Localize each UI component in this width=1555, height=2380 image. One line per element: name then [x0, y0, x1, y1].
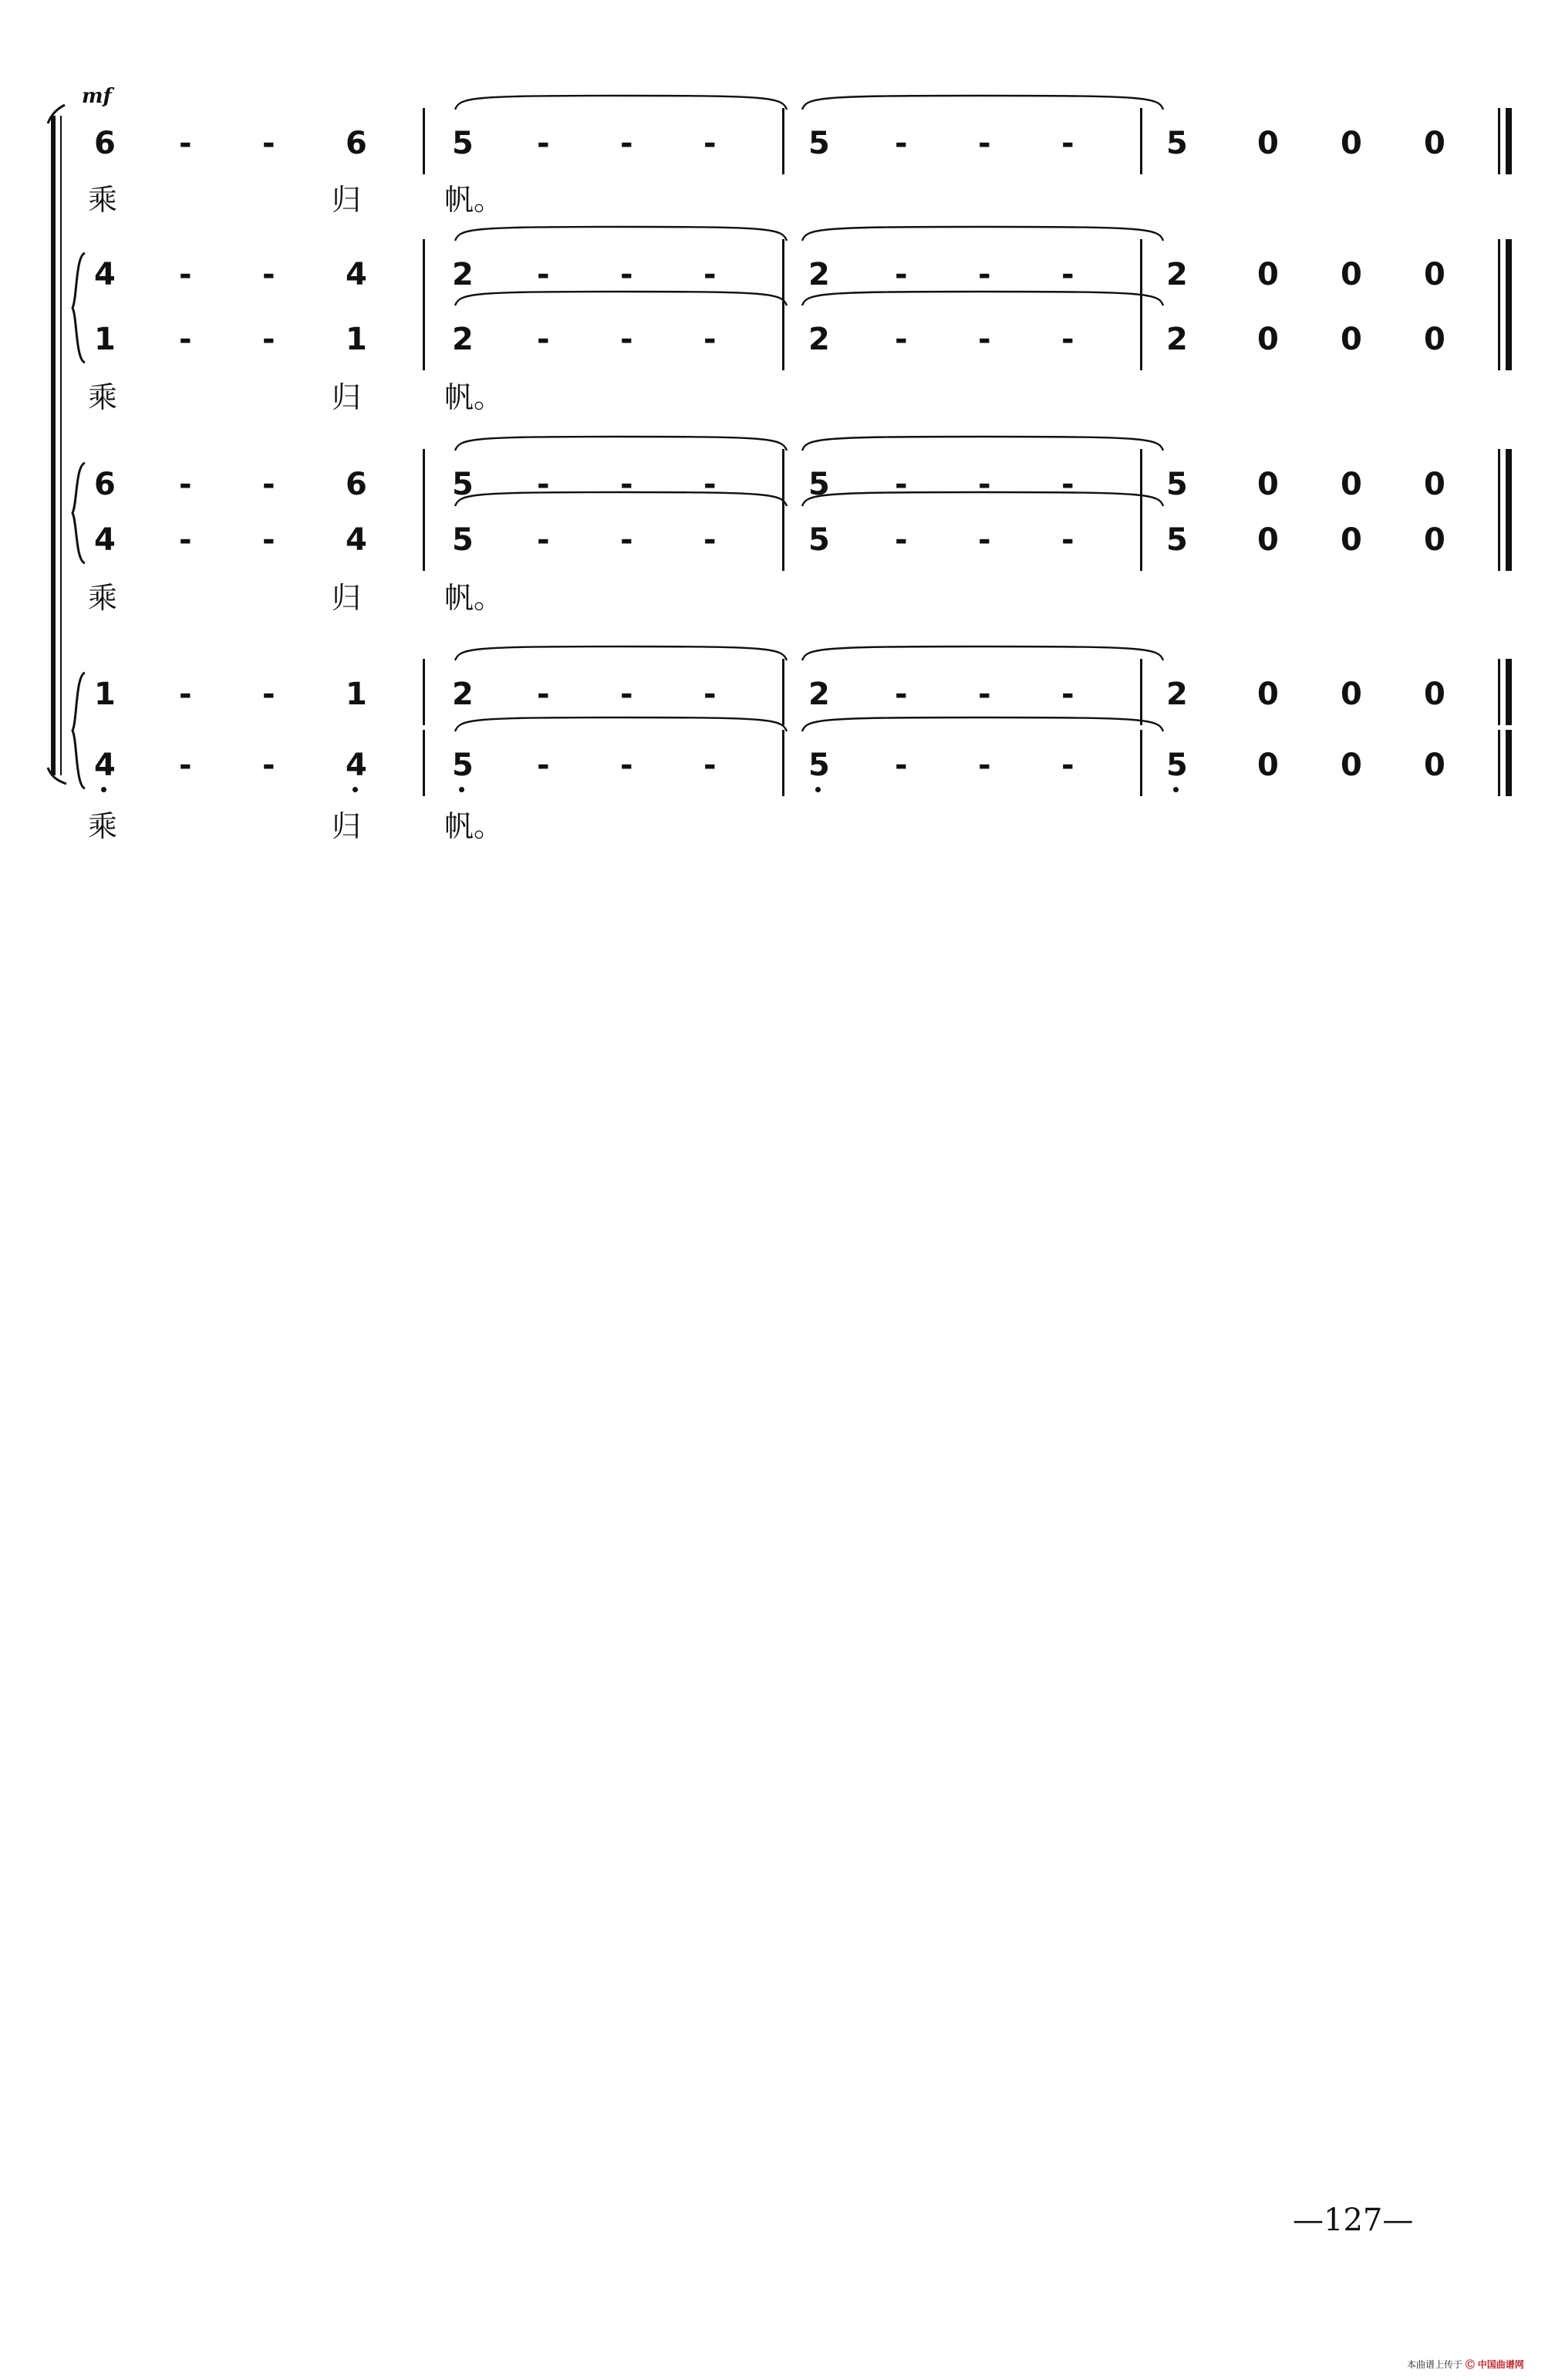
- duration-dash: -: [537, 467, 550, 502]
- note: 2: [1166, 322, 1188, 357]
- rest: 0: [1341, 522, 1362, 558]
- note: 2: [808, 257, 830, 292]
- duration-dash: -: [620, 748, 633, 783]
- note: 6: [94, 126, 116, 161]
- final-barline-icon: [1506, 304, 1512, 370]
- duration-dash: -: [1061, 126, 1074, 161]
- note: 5: [1166, 126, 1188, 161]
- barline: [1140, 730, 1142, 796]
- lower-octave-dot-icon: [1173, 787, 1179, 792]
- rest: 0: [1341, 322, 1362, 357]
- barline: [782, 730, 784, 796]
- duration-dash: -: [620, 257, 633, 292]
- rest: 0: [1257, 748, 1279, 783]
- duration-dash: -: [537, 257, 550, 292]
- lyric-word: 归: [332, 581, 362, 615]
- page-number: —127—: [1293, 2203, 1414, 2238]
- note: 2: [452, 677, 474, 712]
- barline: [423, 108, 425, 174]
- note: 6: [346, 467, 367, 502]
- barline: [1140, 108, 1142, 174]
- duration-dash: -: [262, 257, 275, 292]
- duration-dash: -: [537, 522, 550, 558]
- rest: 0: [1424, 467, 1445, 502]
- duration-dash: -: [978, 748, 991, 783]
- lower-octave-dot-icon: [101, 787, 106, 792]
- ties-layer: [455, 96, 1163, 731]
- duration-dash: -: [703, 126, 717, 161]
- duration-dash: -: [895, 467, 908, 502]
- note: 2: [1166, 257, 1188, 292]
- tie-slur-icon: [455, 437, 787, 451]
- rest: 0: [1341, 677, 1362, 712]
- footer-credit: [1407, 2360, 1524, 2369]
- note: 5: [1166, 522, 1188, 558]
- note: 5: [808, 522, 830, 558]
- note: 2: [1166, 677, 1188, 712]
- tie-slur-icon: [455, 96, 787, 110]
- rest: 0: [1424, 677, 1445, 712]
- final-barline-icon: [1506, 108, 1512, 174]
- duration-dash: -: [703, 522, 717, 558]
- note: 4: [94, 522, 116, 558]
- duration-dash: -: [1061, 677, 1074, 712]
- lyric-word: 归: [332, 809, 362, 843]
- barline: [423, 730, 425, 796]
- rest: 0: [1341, 126, 1362, 161]
- note: 5: [808, 467, 830, 502]
- note: 5: [452, 748, 474, 783]
- lyric-word: 乘: [88, 380, 118, 414]
- rest: 0: [1257, 677, 1279, 712]
- duration-dash: -: [179, 677, 192, 712]
- tie-slur-icon: [802, 292, 1163, 306]
- note: 5: [452, 522, 474, 558]
- lower-octave-dot-icon: [352, 787, 358, 792]
- lyric-word: 乘: [88, 183, 118, 217]
- duration-dash: -: [620, 677, 633, 712]
- duration-dash: -: [978, 322, 991, 357]
- final-barline-icon: [1506, 730, 1512, 796]
- note: 2: [808, 677, 830, 712]
- rest: 0: [1341, 257, 1362, 292]
- rest: 0: [1424, 748, 1445, 783]
- duration-dash: -: [1061, 467, 1074, 502]
- duration-dash: -: [179, 257, 192, 292]
- duration-dash: -: [703, 322, 717, 357]
- note: 4: [94, 257, 116, 292]
- barline: [1140, 239, 1142, 306]
- note: 5: [1166, 467, 1188, 502]
- duration-dash: -: [262, 677, 275, 712]
- rest: 0: [1257, 126, 1279, 161]
- barline: [782, 659, 784, 725]
- duration-dash: -: [262, 467, 275, 502]
- duration-dash: -: [1061, 748, 1074, 783]
- rest: 0: [1257, 257, 1279, 292]
- rest: 0: [1424, 522, 1445, 558]
- rest: 0: [1341, 467, 1362, 502]
- curly-brace-icon: [73, 253, 85, 363]
- rest: 0: [1257, 522, 1279, 558]
- tie-slur-icon: [802, 227, 1163, 241]
- duration-dash: -: [895, 126, 908, 161]
- barline: [782, 239, 784, 306]
- note: 5: [452, 467, 474, 502]
- barline: [1140, 304, 1142, 370]
- braces-layer: [73, 253, 85, 788]
- duration-dash: -: [978, 467, 991, 502]
- note: 4: [346, 257, 367, 292]
- barline: [782, 108, 784, 174]
- barline: [423, 239, 425, 306]
- rest: 0: [1257, 467, 1279, 502]
- barline: [1140, 505, 1142, 571]
- system-bracket-icon-bottom: [48, 768, 66, 784]
- tie-slur-icon: [455, 292, 787, 306]
- lyric-word: 帆。: [444, 809, 504, 843]
- final-barline-icon: [1506, 659, 1512, 725]
- lower-octave-dot-icon: [815, 787, 821, 792]
- lyric-word: 帆。: [444, 380, 504, 414]
- tie-slur-icon: [802, 717, 1163, 731]
- note: 1: [346, 322, 367, 357]
- lower-octave-dot-icon: [459, 787, 464, 792]
- system-bracket-thick: [51, 116, 56, 775]
- final-barline-icon: [1498, 659, 1500, 725]
- duration-dash: -: [537, 322, 550, 357]
- duration-dash: -: [895, 522, 908, 558]
- duration-dash: -: [703, 748, 717, 783]
- duration-dash: -: [537, 677, 550, 712]
- lyric-word: 归: [332, 183, 362, 217]
- duration-dash: -: [978, 677, 991, 712]
- note: 2: [808, 322, 830, 357]
- duration-dash: -: [1061, 257, 1074, 292]
- duration-dash: -: [895, 322, 908, 357]
- tie-slur-icon: [802, 96, 1163, 110]
- curly-brace-icon: [73, 673, 85, 788]
- duration-dash: -: [179, 126, 192, 161]
- final-barline-icon: [1498, 505, 1500, 571]
- system-bracket-icon: [48, 105, 65, 123]
- duration-dash: -: [620, 522, 633, 558]
- final-barline-icon: [1498, 304, 1500, 370]
- note: 6: [94, 467, 116, 502]
- lyric-word: 帆。: [444, 183, 504, 217]
- lyric-word: 乘: [88, 581, 118, 615]
- duration-dash: -: [620, 467, 633, 502]
- note: 5: [808, 126, 830, 161]
- duration-dash: -: [262, 322, 275, 357]
- note: 1: [346, 677, 367, 712]
- duration-dash: -: [620, 322, 633, 357]
- final-barline-icon: [1498, 108, 1500, 174]
- barline: [423, 505, 425, 571]
- barline: [782, 505, 784, 571]
- duration-dash: -: [179, 522, 192, 558]
- system-bracket-thin: [60, 116, 62, 775]
- lyric-word: 乘: [88, 809, 118, 843]
- barline: [1140, 659, 1142, 725]
- note: 5: [452, 126, 474, 161]
- tie-slur-icon: [455, 717, 787, 731]
- rest: 0: [1424, 257, 1445, 292]
- duration-dash: -: [703, 677, 717, 712]
- rest: 0: [1341, 748, 1362, 783]
- duration-dash: -: [262, 748, 275, 783]
- rest: 0: [1257, 322, 1279, 357]
- note: 5: [1166, 748, 1188, 783]
- duration-dash: -: [703, 257, 717, 292]
- final-barline-icon: [1498, 730, 1500, 796]
- tie-slur-icon: [455, 227, 787, 241]
- footer-credit-site: 中国曲谱网: [1477, 2359, 1524, 2370]
- final-barline-icon: [1498, 239, 1500, 306]
- duration-dash: -: [703, 467, 717, 502]
- duration-dash: -: [179, 467, 192, 502]
- rest: 0: [1424, 126, 1445, 161]
- final-barline-icon: [1506, 505, 1512, 571]
- tie-slur-icon: [455, 646, 787, 660]
- duration-dash: -: [262, 522, 275, 558]
- lyric-word: 帆。: [444, 581, 504, 615]
- note: 5: [808, 748, 830, 783]
- note: 6: [346, 126, 367, 161]
- tie-slur-icon: [802, 437, 1163, 451]
- note: 1: [94, 677, 116, 712]
- duration-dash: -: [895, 748, 908, 783]
- duration-dash: -: [179, 748, 192, 783]
- duration-dash: -: [895, 677, 908, 712]
- dynamic-marking: mf: [82, 85, 112, 108]
- note: 4: [346, 522, 367, 558]
- barline: [423, 304, 425, 370]
- duration-dash: -: [1061, 322, 1074, 357]
- note: 1: [94, 322, 116, 357]
- duration-dash: -: [978, 126, 991, 161]
- note: 2: [452, 257, 474, 292]
- duration-dash: -: [895, 257, 908, 292]
- barline: [782, 304, 784, 370]
- duration-dash: -: [978, 257, 991, 292]
- rest: 0: [1424, 322, 1445, 357]
- note: 4: [346, 748, 367, 783]
- c-logo-icon: Ⓒ: [1465, 2359, 1475, 2370]
- duration-dash: -: [978, 522, 991, 558]
- note: 2: [452, 322, 474, 357]
- duration-dash: -: [537, 748, 550, 783]
- curly-brace-icon: [73, 463, 85, 563]
- lyric-word: 归: [332, 380, 362, 414]
- duration-dash: -: [1061, 522, 1074, 558]
- duration-dash: -: [537, 126, 550, 161]
- duration-dash: -: [262, 126, 275, 161]
- duration-dash: -: [179, 322, 192, 357]
- footer-credit-prefix: 本曲谱上传于: [1407, 2359, 1463, 2370]
- duration-dash: -: [620, 126, 633, 161]
- tie-slur-icon: [802, 646, 1163, 660]
- barline: [423, 659, 425, 725]
- final-barline-icon: [1506, 239, 1512, 306]
- note: 4: [94, 748, 116, 783]
